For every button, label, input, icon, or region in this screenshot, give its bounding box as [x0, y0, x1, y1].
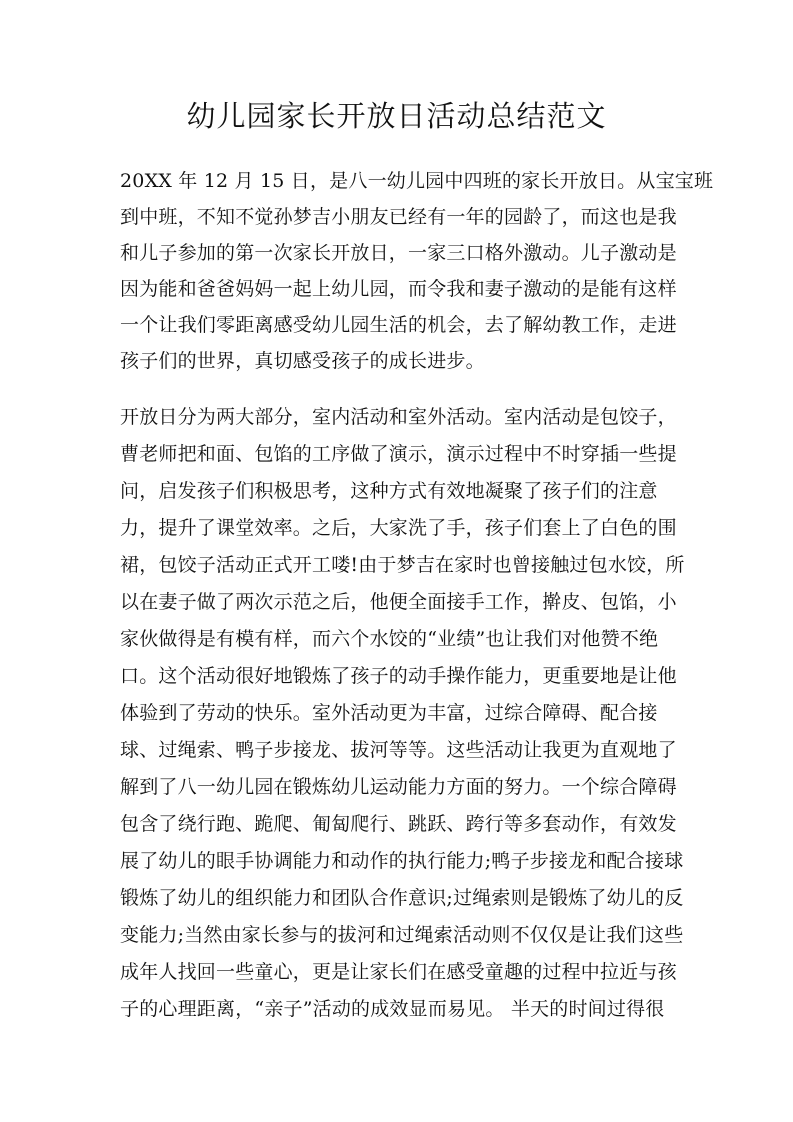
paragraph-line: 和儿子参加的第一次家长开放日，一家三口格外激动。儿子激动是: [120, 242, 677, 264]
paragraph-line: 成年人找回一些童心，更是让家长们在感受童趣的过程中拉近与孩: [120, 961, 677, 983]
document-title: 幼儿园家长开放日活动总结范文: [186, 99, 607, 133]
paragraph-line: 裙，包饺子活动正式开工喽!由于梦吉在家时也曾接触过包水饺，所: [120, 554, 685, 576]
paragraph-line: 解到了八一幼儿园在锻炼幼儿运动能力方面的努力。一个综合障碍: [120, 776, 677, 798]
paragraph-line: 包含了绕行跑、跪爬、匍匐爬行、跳跃、跨行等多套动作，有效发: [120, 813, 677, 835]
paragraph-line: 一个让我们零距离感受幼儿园生活的机会，去了解幼教工作，走进: [120, 314, 677, 336]
paragraph-line: 展了幼儿的眼手协调能力和动作的执行能力;鸭子步接龙和配合接球: [120, 850, 684, 872]
paragraph-line: 开放日分为两大部分，室内活动和室外活动。室内活动是包饺子，: [120, 406, 677, 428]
paragraph-line: 体验到了劳动的快乐。室外活动更为丰富，过综合障碍、配合接: [120, 702, 658, 724]
paragraph-line: 球、过绳索、鸭子步接龙、拔河等等。这些活动让我更为直观地了: [120, 739, 677, 761]
paragraph-line: 变能力;当然由家长参与的拔河和过绳索活动则不仅仅是让我们这些: [120, 924, 684, 946]
paragraph-line: 因为能和爸爸妈妈一起上幼儿园，而令我和妻子激动的是能有这样: [120, 278, 677, 300]
paragraph-line: 曹老师把和面、包馅的工序做了演示，演示过程中不时穿插一些提: [120, 443, 677, 465]
paragraph-line: 锻炼了幼儿的组织能力和团队合作意识;过绳索则是锻炼了幼儿的反: [120, 887, 684, 909]
paragraph-line: 以在妻子做了两次示范之后，他便全面接手工作，擀皮、包馅，小: [120, 591, 677, 613]
paragraph-line: 到中班，不知不觉孙梦吉小朋友已经有一年的园龄了，而这也是我: [120, 206, 677, 228]
paragraph-line: 力，提升了课堂效率。之后，大家洗了手，孩子们套上了白色的围: [120, 517, 677, 539]
paragraph-line: 孩子们的世界，真切感受孩子的成长进步。: [120, 350, 485, 372]
paragraph-line: 问，启发孩子们积极思考，这种方式有效地凝聚了孩子们的注意: [120, 480, 658, 502]
paragraph-line: 口。这个活动很好地锻炼了孩子的动手操作能力，更重要地是让他: [120, 665, 677, 687]
paragraph-line: 20XX 年 12 月 15 日，是八一幼儿园中四班的家长开放日。从宝宝班: [120, 170, 714, 192]
paragraph-line: 子的心理距离，“亲子”活动的成效显而易见。 半天的时间过得很: [120, 998, 665, 1020]
paragraph-line: 家伙做得是有模有样，而六个水饺的“业绩”也让我们对他赞不绝: [120, 628, 659, 650]
